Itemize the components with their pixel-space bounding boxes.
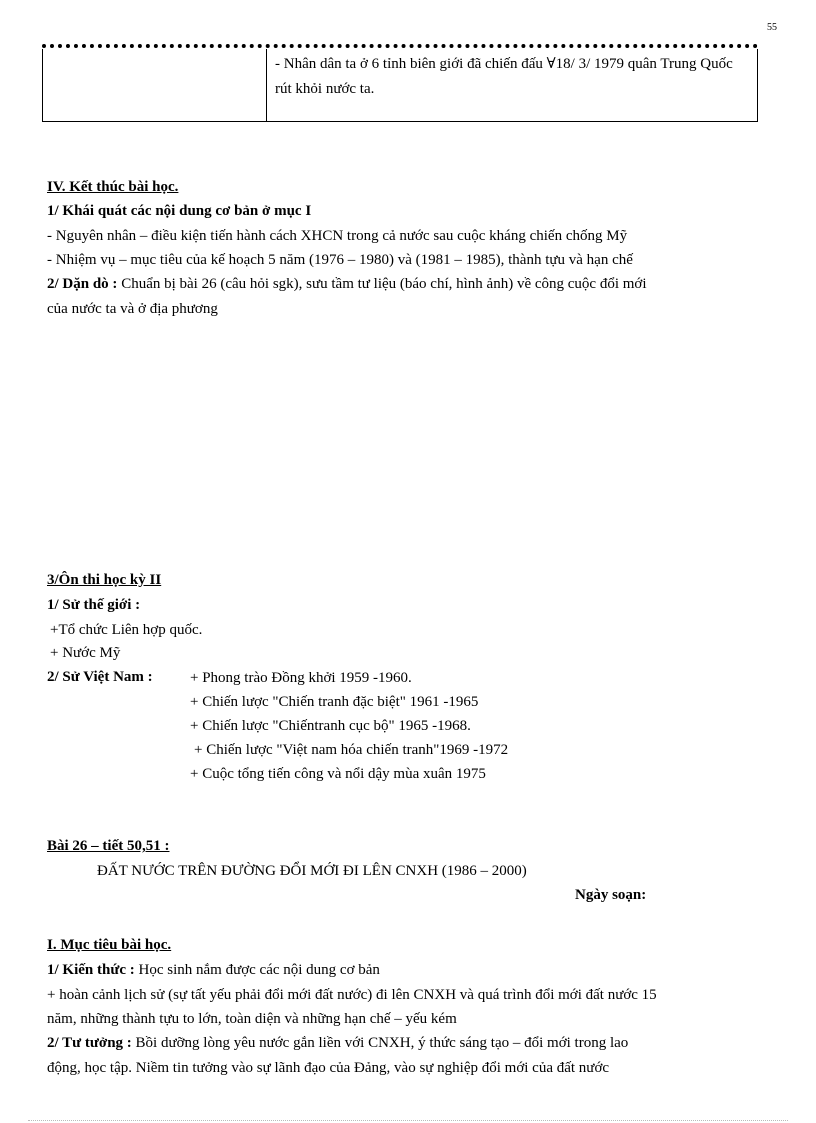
bottom-dotted-rule [28,1120,788,1121]
objectives-heading: I. Mục tiêu bài học. [47,937,172,953]
objectives-thought-text: Bồi dưỡng lòng yêu nước gắn liền với CNXH, ý thức sáng tạo – đổi mới trong lao [131,1035,629,1051]
objectives-knowledge-text: Học sinh nắm được các nội dung cơ bản [134,962,380,978]
review-world-item-1: +Tổ chức Liên hợp quốc. [50,622,203,638]
objectives-knowledge [47,960,380,980]
review-vn-label: 2/ Sử Việt Nam : [47,669,153,685]
review-vn-item-3: + Chiến lược "Chiếntranh cục bộ" 1965 -1968. [190,718,471,734]
objectives-thought-line2: động, học tập. Niềm tin tưởng vào sự lãnh đạo của Đảng, vào sự nghiệp đổi mới của đất nước [47,1060,610,1076]
section4-line2: - Nhiệm vụ – mục tiêu của kế hoạch 5 năm (1976 – 1980) và (1981 – 1985), thành tựu và hạn chế [47,252,633,268]
review-vn-item-4: + Chiến lược "Việt nam hóa chiến tranh"1969 -1972 [194,742,509,758]
review-heading: 3/Ôn thi học kỳ II [47,572,162,588]
table-column-divider [266,49,267,121]
review-vn-item-5: + Cuộc tổng tiến công và nổi dậy mùa xuân 1975 [190,766,486,782]
section4-sub2-label: 2/ Dặn dò : [47,276,118,292]
objectives-knowledge-line3: năm, những thành tựu to lớn, toàn diện và những hạn chế – yếu kém [47,1011,457,1027]
review-vn-item-1: + Phong trào Đồng khởi 1959 -1960. [190,670,412,686]
lesson-date-label: Ngày soạn: [575,887,647,903]
review-vn-item-2: + Chiến lược "Chiến tranh đặc biệt" 1961 -1965 [190,694,479,710]
section4-sub1: 1/ Khái quát các nội dung cơ bản ở mục I [47,203,312,219]
lesson-title: ĐẤT NƯỚC TRÊN ĐƯỜNG ĐỔI MỚI ĐI LÊN CNXH (1986 – 2000) [97,863,527,879]
objectives-thought [47,1033,628,1053]
table-cell-text: - Nhân dân ta ở 6 tỉnh biên giới đã chiến đấu ∀18/ 3/ 1979 quân Trung Quốc rút khỏi nước ta. [275,56,733,97]
table-box [42,49,758,122]
section4-heading: IV. Kết thúc bài học. [47,179,179,195]
table-top-rule [42,44,758,48]
lesson-label: Bài 26 – tiết 50,51 : [47,838,170,854]
section4-sub2-cont: của nước ta và ở địa phương [47,301,218,317]
objectives-thought-label: 2/ Tư tưởng : [47,1035,132,1051]
review-world-item-2: + Nước Mỹ [50,645,121,661]
section4-sub2-text: Chuẩn bị bài 26 (câu hỏi sgk), sưu tầm tư liệu (báo chí, hình ảnh) về công cuộc đổi mới [117,276,647,292]
objectives-knowledge-line2: + hoàn cảnh lịch sử (sự tất yếu phải đổi mới đất nước) đi lên CNXH và quá trình đổi mới đất nước 15 [47,987,657,1003]
objectives-knowledge-label: 1/ Kiến thức : [47,962,135,978]
section4-line1: - Nguyên nhân – điều kiện tiến hành cách XHCN trong cả nước sau cuộc kháng chiến chống Mỹ [47,228,628,244]
review-world-label: 1/ Sử thế giới : [47,597,141,613]
section4-sub2 [47,274,647,294]
page-number: 55 [767,22,777,33]
